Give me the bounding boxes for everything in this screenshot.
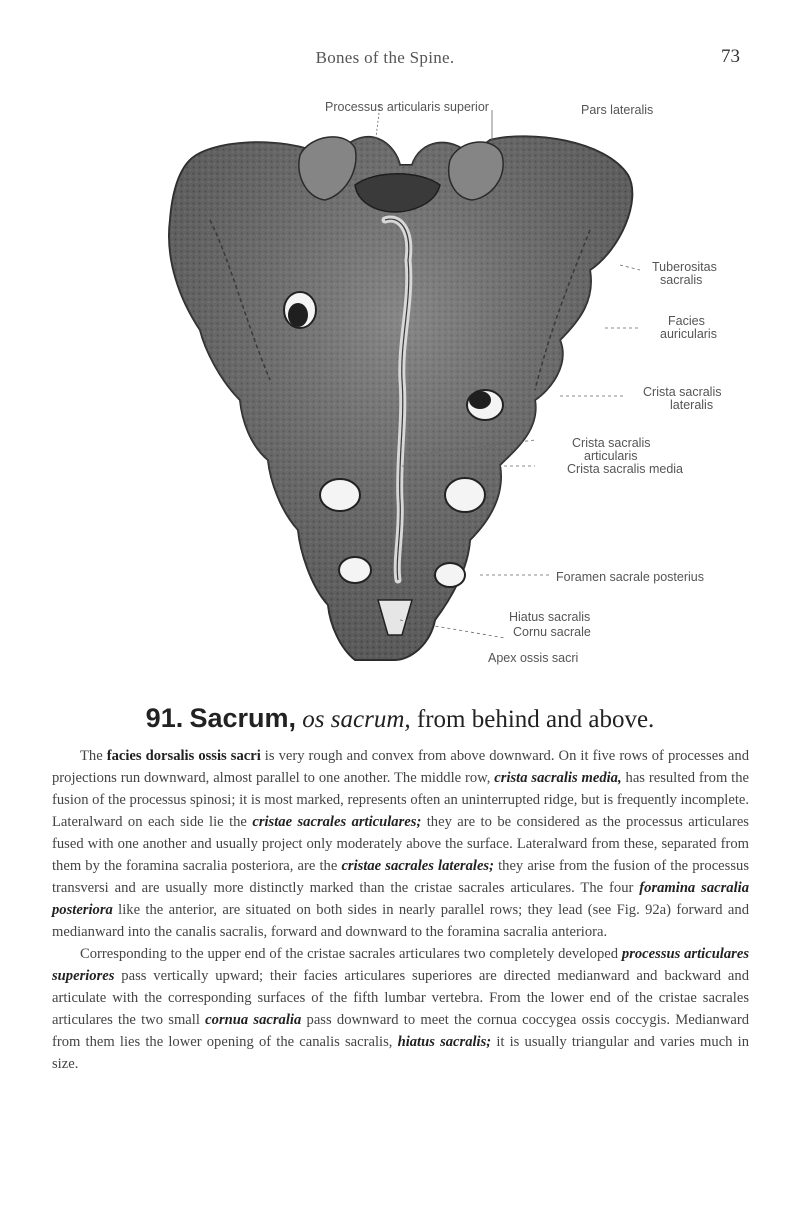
page-number: 73 xyxy=(721,46,740,67)
term-cristae-sacrales-articulares: cristae sacrales articulares; xyxy=(252,814,422,830)
label-crista-sacralis-lateralis-line2: lateralis xyxy=(670,398,714,412)
text-run: they arise from the fusion of the processus transversi and are usually more distinctly marked than the cristae sacrales articulares. The four xyxy=(52,858,749,896)
dark-foramen-right xyxy=(469,391,491,409)
text-run: like the anterior, are situated on both sides in nearly parallel rows; they lead (see Fig. 92a) forward and medianward into the canalis sacralis, forward and downward to the foramina sacralia anteriora. xyxy=(52,902,749,940)
label-crista-sacralis-articularis-line1: Crista sacralis xyxy=(572,436,651,450)
figure-latin-name: os sacrum, xyxy=(302,706,411,733)
text-run: they are to be considered as the processus articulares fused with one another and usually project only moderately above the surface. Lateralward from these, separated from them by the foramina sacralia posteriora, are the xyxy=(52,814,749,874)
term-cristae-sacrales-laterales: cristae sacrales laterales; xyxy=(341,858,494,874)
term-foramina-sacralia-posteriora: foramina sacralia posteriora xyxy=(52,880,750,918)
term-facies-dorsalis: facies dorsalis ossis sacri xyxy=(106,748,261,764)
text-run: pass vertically upward; their facies articulares superiores are directed medianward and backward and articulate with the corresponding surfaces of the fifth lumbar vertebra. From the lower end of the cristae sacrales articulares the two small xyxy=(52,968,749,1028)
text-run: Corresponding to the upper end of the cristae sacrales articulares two completely developed xyxy=(80,946,622,962)
label-tuberositas-sacralis-line2: sacralis xyxy=(660,273,703,287)
posterior-foramen-left-3 xyxy=(339,557,371,583)
figure-description: from behind and above. xyxy=(416,706,655,733)
label-facies-auricularis-line2: auricularis xyxy=(660,327,717,341)
sacrum-illustration xyxy=(150,100,660,670)
figure-number: 91. xyxy=(145,703,184,733)
running-title: Bones of the Spine. xyxy=(315,48,455,67)
text-run: The xyxy=(80,748,107,764)
term-hiatus-sacralis: hiatus sacralis; xyxy=(397,1034,492,1050)
label-processus-articularis-superior: Processus articularis superior xyxy=(325,100,489,114)
label-crista-sacralis-lateralis-line1: Crista sacralis xyxy=(643,385,722,399)
label-cornu-sacrale: Cornu sacrale xyxy=(513,625,591,639)
text-run: has resulted from the fusion of the processus spinosi; it is most marked, represents often an uninterrupted ridge, but is frequently incomplete. Lateralward on each side lie the xyxy=(52,770,750,830)
text-run: is very rough and convex from above downward. On it five rows of processes and projections run downward, almost parallel to one another. The middle row, xyxy=(52,748,749,786)
paragraph-2 xyxy=(52,943,749,1075)
text-run: pass downward to meet the cornua coccygea ossis coccygis. Medianward from them lies the lower opening of the canalis sacralis, xyxy=(52,1012,750,1050)
label-hiatus-sacralis: Hiatus sacralis xyxy=(509,610,591,624)
posterior-foramen-right-2 xyxy=(445,478,485,512)
paragraph-1 xyxy=(52,745,749,943)
label-foramen-sacrale-posterius: Foramen sacrale posterius xyxy=(556,570,704,584)
label-pars-lateralis: Pars lateralis xyxy=(581,103,654,117)
term-processus-articulares-superiores: processus articulares superiores xyxy=(52,946,749,984)
term-cornua-sacralia: cornua sacralia xyxy=(205,1012,302,1028)
label-crista-sacralis-media: Crista sacralis media xyxy=(567,462,684,476)
term-crista-sacralis-media: crista sacralis media, xyxy=(494,770,622,786)
label-tuberositas-sacralis-line1: Tuberositas xyxy=(652,260,717,274)
figure-name: Sacrum, xyxy=(189,703,297,733)
dark-foramen-left xyxy=(288,303,308,327)
label-facies-auricularis-line1: Facies xyxy=(668,314,705,328)
body-text xyxy=(52,745,749,1075)
text-run: it is usually triangular and varies much in size. xyxy=(52,1034,749,1072)
label-crista-sacralis-articularis-line2: articularis xyxy=(584,449,638,463)
label-apex-ossis-sacri: Apex ossis sacri xyxy=(488,651,579,665)
posterior-foramen-right-3 xyxy=(435,563,465,587)
figure-caption xyxy=(0,703,800,734)
posterior-foramen-left-2 xyxy=(320,479,360,511)
